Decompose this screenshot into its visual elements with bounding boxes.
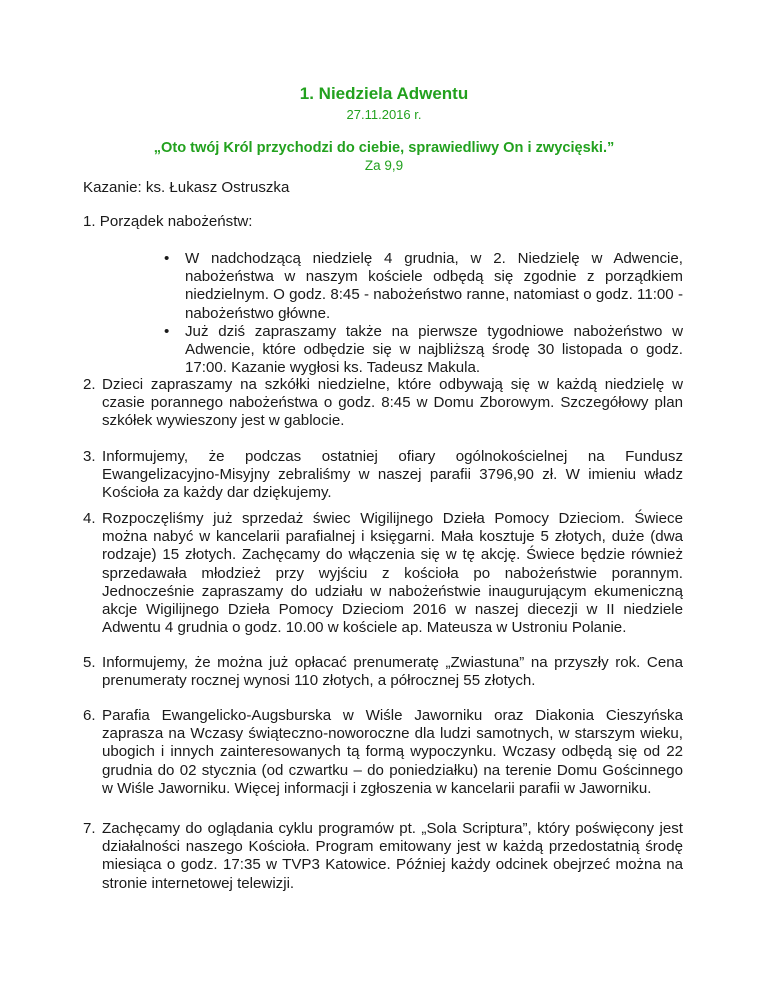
announcement-text: Parafia Ewangelicko-Augsburska w Wiśle Jaworniku oraz Diakonia Cieszyńska zaprasza na Wczasy świąteczno-noworoczne dla ludzi samotnych, w starszym wieku, ubogich i innych zainteresowanych tą formą wypoczynku. Wczasy odbędą się od 22 grudnia do 02 stycznia (od czwartku – do poniedziałku) na terenie Domu Gościnnego w Wiśle Jaworniku. Więcej informacji i zgłoszenia w kancelarii parafii w Jaworniku. [102,707,683,797]
announcement-number: 5. [83,654,96,671]
bullet-icon: • [164,250,170,267]
list-item-text: Już dziś zapraszamy także na pierwsze tygodniowe nabożeństwo w Adwencie, które odbędzie się w najbliższą środę 30 listopada o godz. 17:00. Kazanie wygłosi ks. Tadeusz Makula. [185,322,683,377]
announcement-text: Dzieci zapraszamy na szkółki niedzielne, które odbywają się w każdą niedzielę w czasie porannego nabożeństwa o godz. 8:45 w Domu Zborowym. Szczegółowy plan szkółek wywieszony jest w gablocie. [102,376,683,430]
announcement-3 [83,448,683,503]
list-item-text: W nadchodzącą niedzielę 4 grudnia, w 2. Niedzielę w Adwencie, nabożeństwa w naszym kościele odbędą się zgodnie z porządkiem niedzielnym. O godz. 8:45 - nabożeństwo ranne, natomiast o godz. 11:00 - nabożeństwo główne. [185,250,683,322]
order-heading: 1. Porządek nabożeństw: [83,213,253,230]
order-list [164,250,683,377]
announcement-text: Rozpoczęliśmy już sprzedaż świec Wigilijnego Dzieła Pomocy Dzieciom. Świece można nabyć w kancelarii parafialnej i księgarni. Mała kosztuje 5 złotych, duże (dwa rodzaje) 15 złotych. Zachęcamy do włączenia się w tę akcję. Świece będzie również sprzedawała młodzież przy wyjściu z kościoła po nabożeństwie porannym. Jednocześnie zapraszamy do udziału w nabożeństwie inaugurującym ekumeniczną akcje Wigilijnego Dzieła Pomocy Dzieciom 2016 w naszej diecezji w II niedziele Adwentu 4 grudnia o godz. 10.00 w kościele ap. Mateusza w Ustroniu Polanie. [102,510,683,637]
announcement-4 [83,510,683,637]
page-title: 1. Niedziela Adwentu [299,84,469,103]
announcement-5 [83,654,683,690]
announcement-text: Zachęcamy do oglądania cyklu programów pt. „Sola Scriptura”, który poświęcony jest działalności naszego Kościoła. Program emitowany jest w każdą przedostatnią środę miesiąca o godz. 17:35 w TVP3 Katowice. Później każdy odcinek obejrzeć można na stronie internetowej telewizji. [102,820,683,892]
list-item [164,322,683,378]
list-item [164,250,683,323]
date: 27.11.2016 r. [346,107,422,122]
announcement-2 [83,376,683,431]
sermon-line: Kazanie: ks. Łukasz Ostruszka [83,179,290,196]
announcement-text: Informujemy, że podczas ostatniej ofiary ogólnokościelnej na Fundusz Ewangelizacyjno-Misyjny zebraliśmy w naszej parafii 3796,90 zł. W imieniu władz Kościoła za każdy dar dziękujemy. [102,448,683,502]
announcement-number: 7. [83,820,96,837]
announcement-number: 2. [83,376,96,393]
announcement-number: 4. [83,510,96,527]
announcement-7 [83,820,683,893]
announcement-number: 3. [83,448,96,465]
bible-reference: Za 9,9 [364,158,404,173]
announcement-text: Informujemy, że można już opłacać prenumeratę „Zwiastuna” na przyszły rok. Cena prenumeraty rocznej wynosi 110 złotych, a półrocznej 55 złotych. [102,654,683,690]
bullet-icon: • [164,322,170,340]
announcement-6 [83,707,683,798]
announcement-number: 6. [83,707,96,724]
bible-quote: „Oto twój Król przychodzi do ciebie, sprawiedliwy On i zwycięski.” [153,140,615,156]
